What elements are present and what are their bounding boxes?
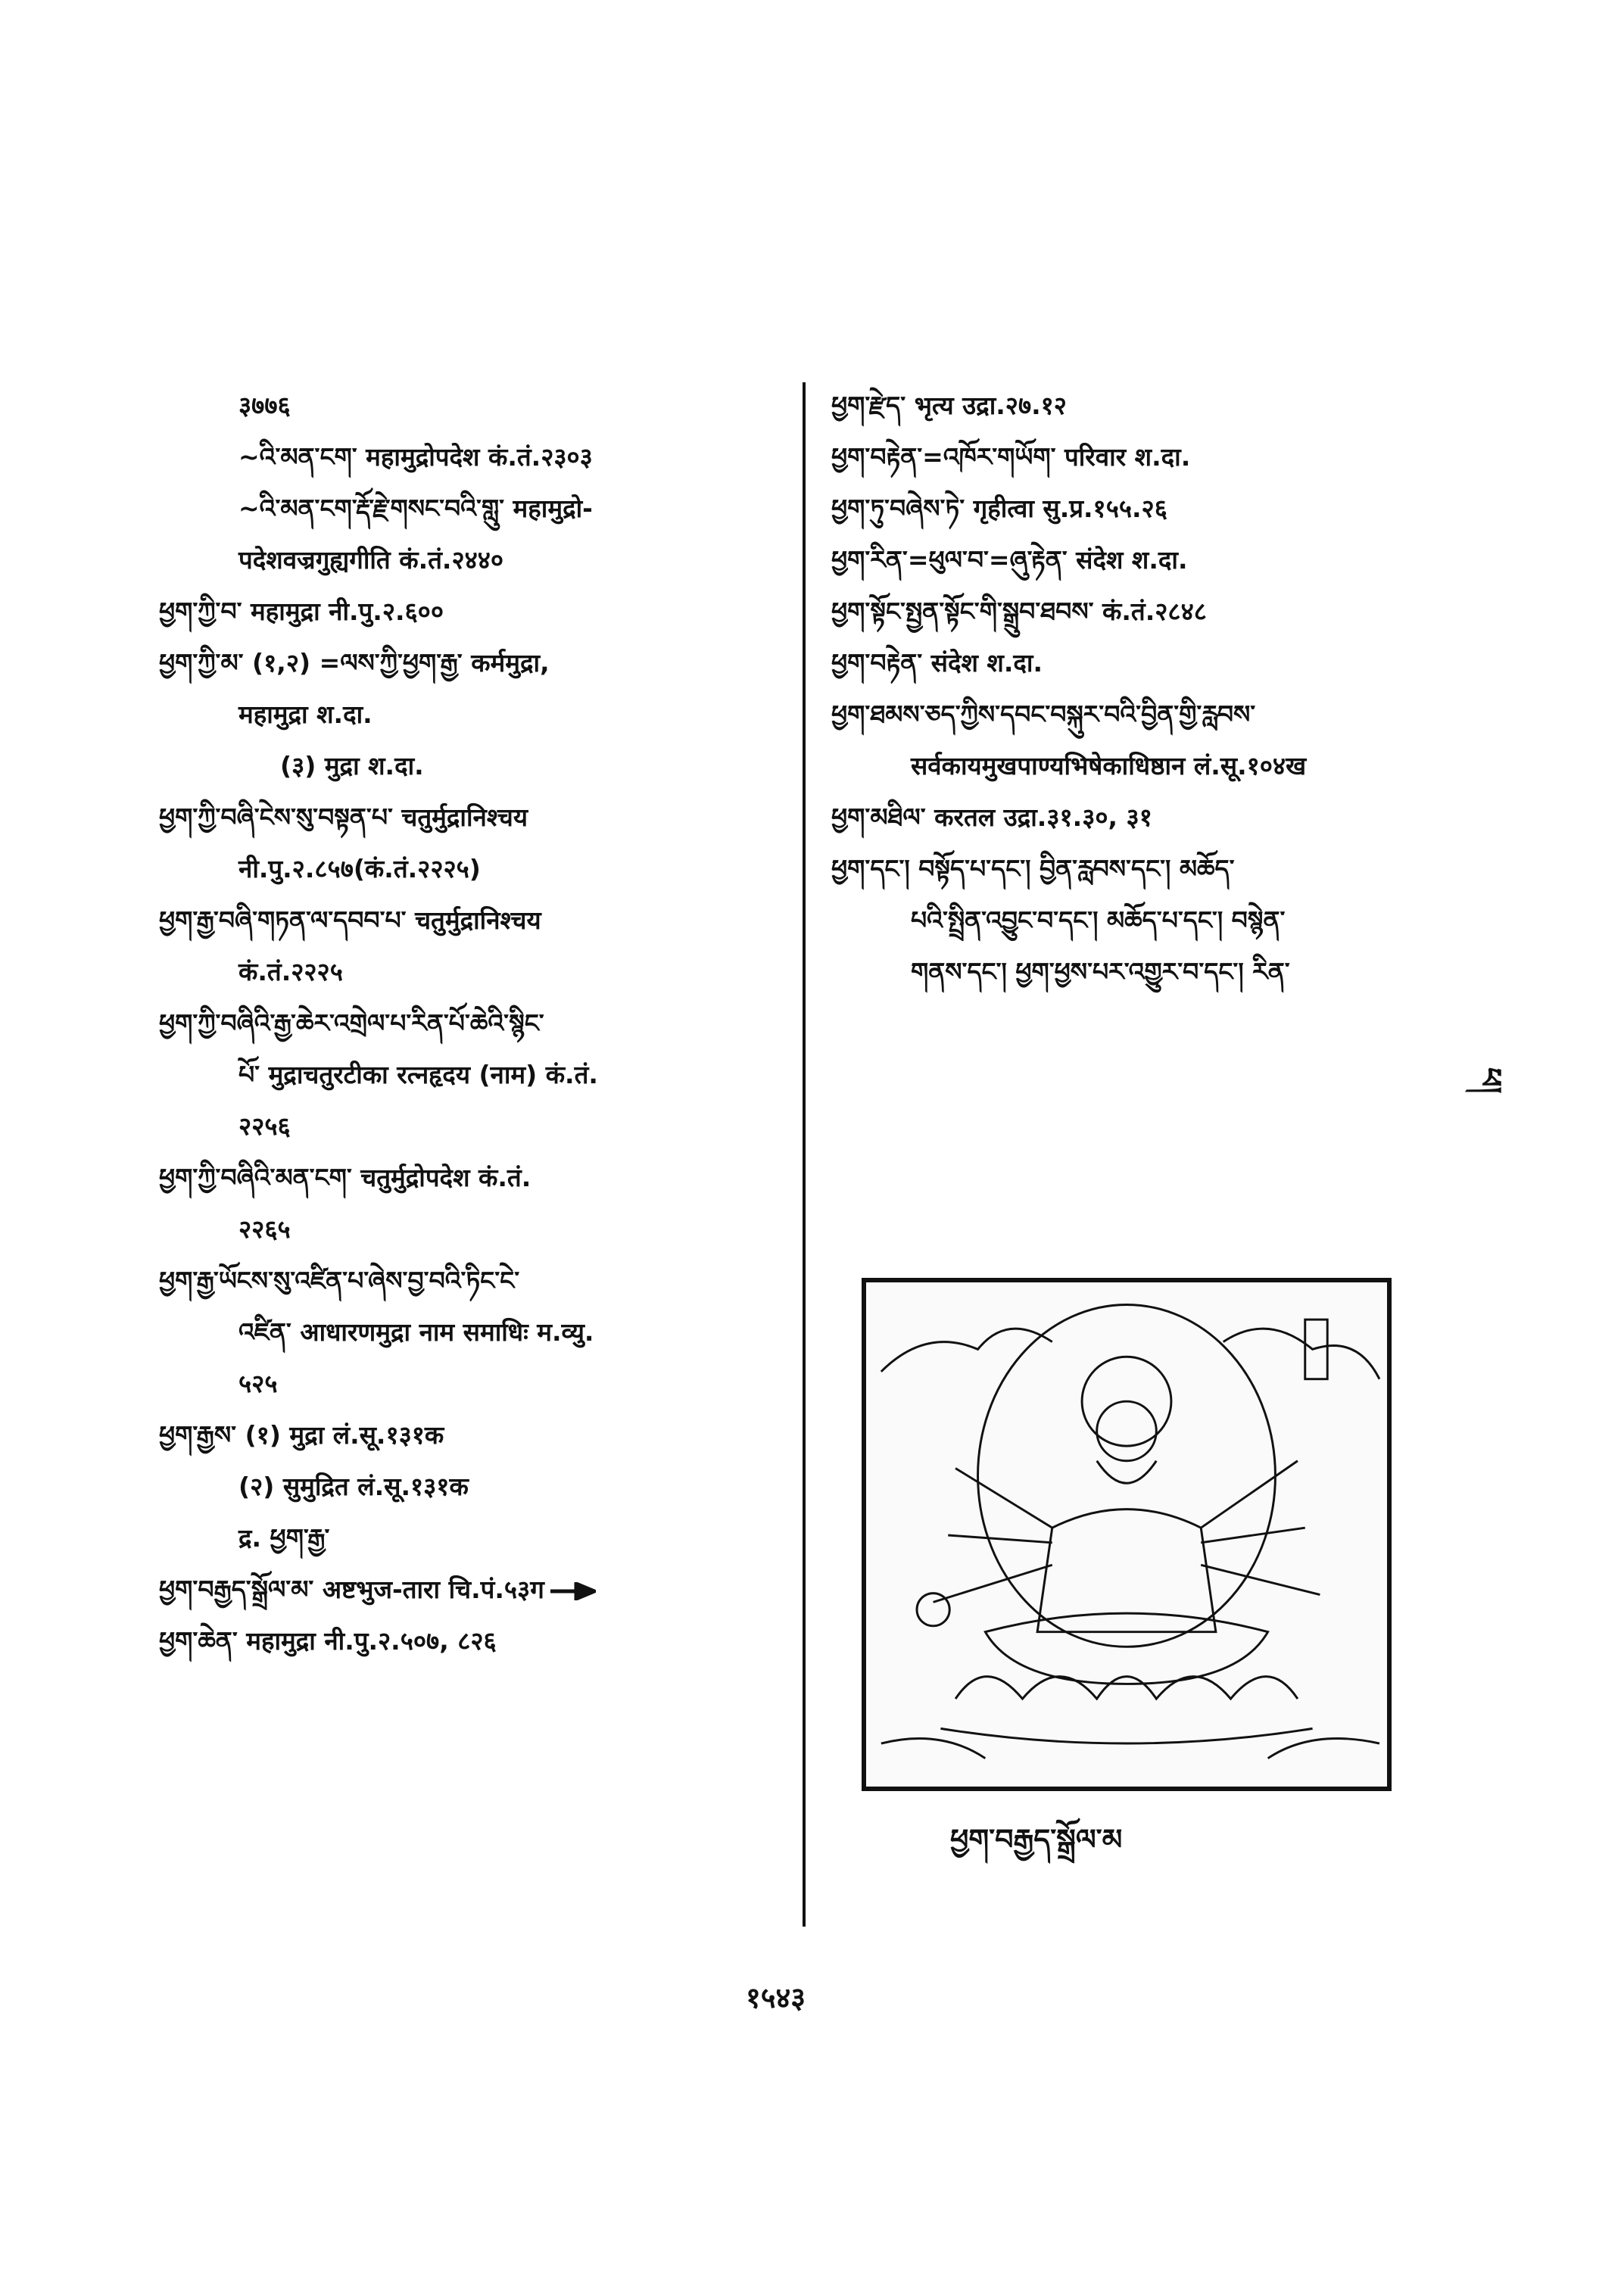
entry-line — [159, 441, 795, 493]
entry-text: २२६५ — [238, 1214, 291, 1244]
entry-text: (२) सुमुद्रित लं.सू.१३१क — [238, 1472, 469, 1501]
entry-text: འཛིན་ आधारणमुद्रा नाम समाधिः म.व्यु. — [238, 1317, 594, 1347]
entry-text: ཕྱག་ཆེན་ महामुद्रा नी.पु.२.५०७, ८२६ — [159, 1626, 497, 1656]
entry-line — [831, 390, 1498, 441]
entry-text: ཕྱག་རྫེད་ भृत्य उद्रा.२७.१२ — [831, 391, 1067, 420]
entry-line — [159, 1522, 795, 1574]
entry-line — [159, 956, 795, 1008]
entry-line — [159, 1625, 795, 1677]
entry-text: ཕྱག་ཀྱི་བཞིའི་རྒྱ་ཆེར་འགྲེལ་པ་རིན་པོ་ཆེའི་སྙིང་ — [159, 1008, 544, 1038]
entry-line — [159, 596, 795, 647]
entry-line — [831, 647, 1498, 699]
entry-text: ཕྱག་རྒྱས་ (१) मुद्रा लं.सू.१३१क — [159, 1420, 444, 1450]
entry-text: कं.तं.२२२५ — [238, 957, 343, 986]
entry-text: ཕྱག་ཏུ་བཞེས་ཏེ་ गृहीत्वा सु.प्र.१५५.२६ — [831, 494, 1167, 523]
entry-line — [159, 1316, 795, 1368]
entry-text: ཕྱག་བརྟེན་=འཁོར་གཡོག་ परिवार श.दा. — [831, 442, 1191, 472]
entry-line — [159, 493, 795, 544]
entry-text: ཕྱག་བརྒྱད་སྒྲོལ་མ་ अष्टभुज-तारा चि.पं.५३ग — [159, 1575, 544, 1604]
entry-line — [831, 596, 1498, 647]
entry-text: ཕྱག་རྒྱ་བཞི་གཏན་ལ་དབབ་པ་ चतुर्मुद्रानिश्चय — [159, 905, 541, 935]
entry-line — [159, 1419, 795, 1471]
entry-line — [159, 1059, 795, 1111]
entry-line — [159, 1008, 795, 1059]
entry-text: ཕྱག་མཐིལ་ करतल उद्रा.३१.३०, ३१ — [831, 802, 1152, 832]
tara-illustration — [862, 1278, 1392, 1791]
entry-text: (३) मुद्रा श.दा. — [280, 751, 424, 780]
entry-line — [831, 441, 1498, 493]
page-number: १५४३ — [746, 1981, 806, 2014]
entry-text: ཕྱག་ཀྱི་མ་ (१,२) =ལས་ཀྱི་ཕྱག་རྒྱ་ कर्ममुद्रा, — [159, 648, 550, 678]
entry-text: པའི་སྤྲིན་འབྱུང་བ་དང་། མཆོད་པ་དང་། བསྙེན་ — [911, 905, 1286, 935]
entry-text: ཕྱག་རྒྱ་ཡོངས་སུ་འཛིན་པ་ཞེས་བྱ་བའི་ཏིང་ངེ་ — [159, 1266, 520, 1295]
right-column — [831, 390, 1498, 1008]
entry-text: ५२५ — [238, 1369, 278, 1398]
entry-text: པོ་ मुद्राचतुरटीका रत्नहृदय (नाम) कं.तं. — [238, 1060, 598, 1089]
entry-line — [831, 699, 1498, 750]
entry-text: ३७७६ — [238, 391, 291, 420]
entry-text: ཕྱག་བརྟེན་ संदेश श.दा. — [831, 648, 1043, 678]
entry-line — [159, 1574, 795, 1625]
entry-line — [831, 493, 1498, 544]
entry-text: द्र. ཕྱག་རྒྱ་ — [238, 1523, 330, 1553]
entry-line — [831, 802, 1498, 853]
entry-line — [159, 750, 795, 802]
entry-text: ཕྱག་ཀྱི་བཞི་ངེས་སུ་བསྟན་པ་ चतुर्मुद्रानिश्चय — [159, 802, 528, 832]
entry-line — [159, 699, 795, 750]
entry-line — [159, 1368, 795, 1419]
entry-text: ཕྱག་ཐམས་ཅད་ཀྱིས་དབང་བསྐུར་བའི་བྱིན་གྱི་རླབས་ — [831, 699, 1256, 729]
entry-line — [159, 1111, 795, 1162]
entry-line — [159, 1265, 795, 1316]
margin-marker: ཕ། — [1473, 1067, 1507, 1094]
entry-line — [159, 802, 795, 853]
entry-line — [159, 647, 795, 699]
entry-text: ཕྱག་ཀྱི་བ་ महामुद्रा नी.पु.२.६०० — [159, 597, 444, 626]
entry-line — [159, 1471, 795, 1522]
entry-line — [159, 905, 795, 956]
entry-text: सर्वकायमुखपाण्यभिषेकाधिष्ठान लं.सू.१०४ख — [911, 751, 1307, 780]
entry-text: २२५६ — [238, 1111, 291, 1141]
entry-line — [159, 544, 795, 596]
entry-text: महामुद्रा श.दा. — [238, 699, 372, 729]
illustration-caption: ཕྱག་བརྒྱད་སྒྲོལ་མ — [950, 1823, 1123, 1856]
entry-text: ~འི་མན་ངག་རྡོ་རྗེ་གསང་བའི་གླུ་ महामुद्रो- — [238, 494, 593, 523]
column-divider — [803, 382, 806, 1927]
entry-line — [831, 544, 1498, 596]
entry-text: ཕྱག་སྟོང་སྤྱན་སྟོང་གི་སྒྲུབ་ཐབས་ कं.तं.२८४८ — [831, 597, 1207, 626]
entry-line — [159, 390, 795, 441]
entry-text: ཕྱག་དང་། བསྟོད་པ་དང་། བྱིན་རླབས་དང་། མཆོད་ — [831, 854, 1235, 883]
entry-line — [831, 956, 1498, 1008]
entry-text: नी.पु.२.८५७(कं.तं.२२२५) — [238, 854, 481, 883]
entry-text: ཕྱག་རིན་=ཕུལ་བ་=ཞུ་རྟེན་ संदेश श.दा. — [831, 545, 1188, 575]
entry-line — [159, 1213, 795, 1265]
entry-line — [831, 853, 1498, 905]
entry-text: ~འི་མན་ངག་ महामुद्रोपदेश कं.तं.२३०३ — [238, 442, 593, 472]
entry-text: གནས་དང་། ཕྱག་ཕྱས་པར་འགྱུར་བ་དང་། རིན་ — [911, 957, 1290, 986]
entry-line — [831, 750, 1498, 802]
left-column — [159, 390, 795, 1677]
entry-text: ཕྱག་ཀྱི་བཞིའི་མན་ངག་ चतुर्मुद्रोपदेश कं.तं. — [159, 1163, 531, 1192]
entry-line — [159, 1162, 795, 1213]
arrow-right-icon — [550, 1582, 596, 1600]
deity-drawing — [866, 1282, 1387, 1787]
entry-text: पदेशवज्रगुह्यगीति कं.तं.२४४० — [238, 545, 504, 575]
entry-line — [159, 853, 795, 905]
entry-line — [831, 905, 1498, 956]
